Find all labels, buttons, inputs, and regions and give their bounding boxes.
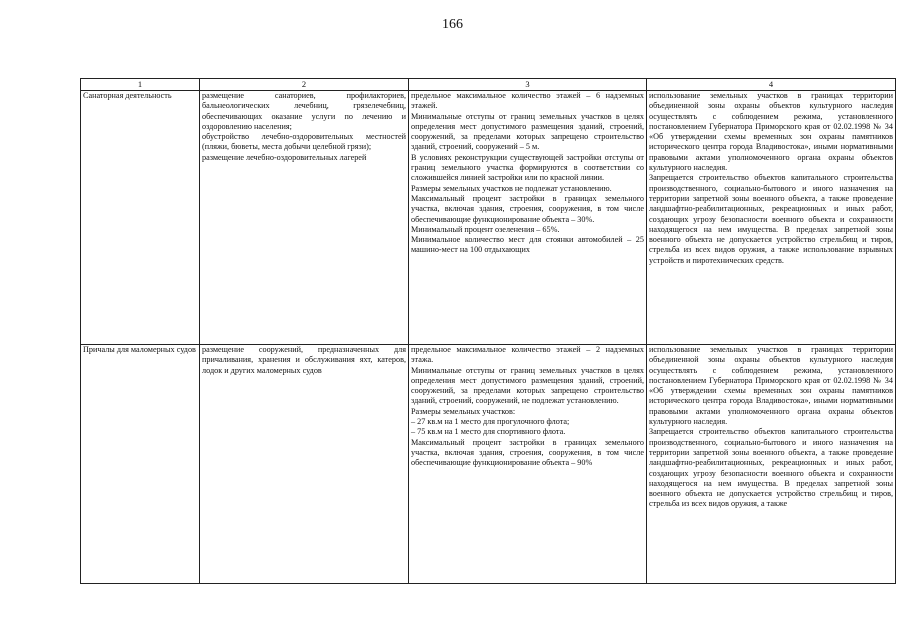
description-paragraph: размещение лечебно-оздоровительных лагерей: [202, 152, 367, 162]
parameters-cell: [409, 345, 647, 584]
zoning-table: [80, 78, 896, 584]
description-paragraph: обустройство лечебно-оздоровительных местностей (пляжи, бюветы, места добычи целебной грязи);: [202, 132, 406, 152]
restriction-paragraph: Запрещается строительство объектов капитального строительства производственного, социально-бытового и иного назначения на территории запретной зоны военного объекта, а также проведение ландшафтно-реабилитационных, рекреационных и иных работ, создающих угрозу безопасности военного объекта и сохранности находящегося на нем имущества. В пределах запретной зоны военного объекта не допускается устройство стрельбищ и тиров, стрельба из всех видов оружия, а также: [649, 427, 893, 509]
parameter-paragraph: В условиях реконструкции существующей застройки отступы от границ земельного участка формируются в соответствии со сложившейся линией застройки или по красной линии.: [411, 152, 644, 183]
restriction-paragraph: использование земельных участков в границах территории объединенной зоны охраны объектов культурного наследия осуществлять с соблюдением режима, установленного постановлением Губернатора Приморского края от 02.02.1998 № 34 «Об утверждении схемы временных зон охраны памятников исторического центра города Владивостока», иными нормативными правовыми актами уполномоченного органа охраны объектов культурного наследия.: [649, 345, 893, 427]
page-number: 166: [442, 17, 463, 32]
activity-cell: Санаторная деятельность: [81, 91, 200, 345]
parameter-paragraph: Максимальный процент застройки в границах земельного участка, включая здания, строения, сооружения, в том числе обеспечивающие функционирование объекта – 30%.: [411, 193, 644, 224]
table-row: [81, 91, 896, 345]
column-header-2: 2: [200, 79, 409, 91]
parameter-list-item: – 27 кв.м на 1 место для прогулочного флота;: [411, 417, 570, 427]
parameter-paragraph: Минимальное количество мест для стоянки автомобилей – 25 машино-мест на 100 отдыхающих: [411, 235, 644, 255]
parameter-paragraph: Минимальные отступы от границ земельных участков в целях определения мест допустимого размещения зданий, строений, сооружений, за пределами которых запрещено строительство зданий, строений, сооружений – 5 м.: [411, 111, 644, 152]
parameter-paragraph: Минимальный процент озеленения – 65%.: [411, 224, 560, 234]
parameter-paragraph: предельное максимальное количество этажей – 6 надземных этажей.: [411, 91, 644, 111]
activity-cell: Причалы для маломерных судов: [81, 345, 200, 584]
description-cell: [200, 91, 409, 345]
table-row: [81, 345, 896, 584]
table-header-row: [81, 79, 896, 91]
restrictions-cell: [647, 345, 896, 584]
restriction-paragraph: Запрещается строительство объектов капитального строительства производственного, социально-бытового и иного назначения на территории запретной зоны военного объекта, а также проведение ландшафтно-реабилитационных, рекреационных и иных работ, создающих угрозу безопасности военного объекта и сохранности находящегося на нем имущества. В пределах запретной зоны военного объекта не допускается устройство стрельбищ и тиров, стрельба из всех видов оружия, а также использование взрывных устройств и пиротехнических средств.: [649, 173, 893, 265]
parameter-paragraph: Минимальные отступы от границ земельных участков в целях определения мест допустимого размещения зданий, строений, сооружений, за пределами которых запрещено строительство зданий, строений, сооружений, не подлежат установлению.: [411, 365, 644, 406]
description-paragraph: размещение сооружений, предназначенных для причаливания, хранения и обслуживания яхт, катеров, лодок и других маломерных судов: [202, 345, 406, 375]
column-header-4: 4: [647, 79, 896, 91]
parameter-paragraph: Размеры земельных участков не подлежат установлению.: [411, 183, 612, 193]
parameter-paragraph: Максимальный процент застройки в границах земельного участка, включая здания, строения, сооружения, в том числе обеспечивающие функционирование объекта – 90%: [411, 437, 644, 468]
column-header-3: 3: [409, 79, 647, 91]
parameter-paragraph: Размеры земельных участков:: [411, 406, 516, 416]
parameter-paragraph: предельное максимальное количество этажей – 2 надземных этажа.: [411, 345, 644, 365]
restrictions-cell: [647, 91, 896, 345]
column-header-1: 1: [81, 79, 200, 91]
description-paragraph: размещение санаториев, профилакториев, бальнеологических лечебниц, грязелечебниц, обеспечивающих оказание услуги по лечению и оздоровлению населения;: [202, 91, 406, 131]
parameter-list-item: – 75 кв.м на 1 место для спортивного флота.: [411, 427, 566, 437]
parameters-cell: [409, 91, 647, 345]
restriction-paragraph: использование земельных участков в границах территории объединенной зоны охраны объектов культурного наследия осуществлять с соблюдением режима, установленного постановлением Губернатора Приморского края от 02.02.1998 № 34 «Об утверждении схемы временных зон охраны памятников исторического центра города Владивостока», иными нормативными правовыми актами уполномоченного органа охраны объектов культурного наследия.: [649, 91, 893, 173]
description-cell: [200, 345, 409, 584]
